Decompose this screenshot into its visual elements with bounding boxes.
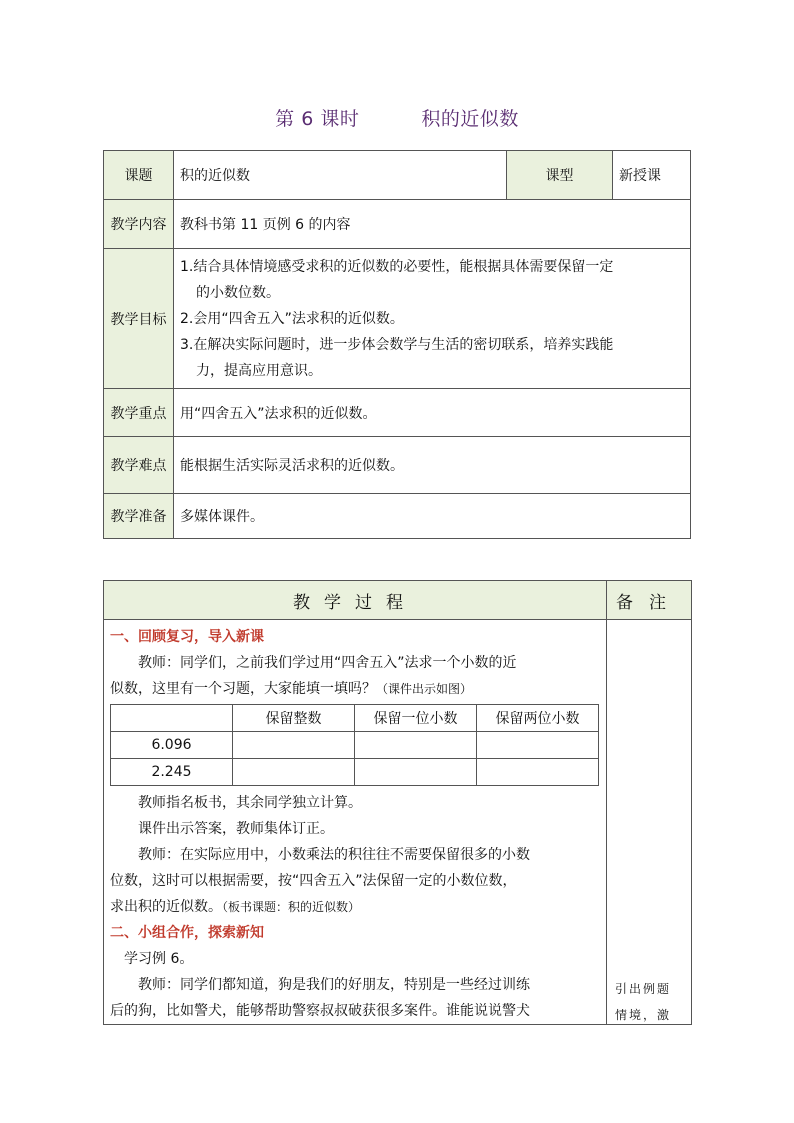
exercise-cell	[233, 759, 355, 786]
paragraph: 教师：同学们，之前我们学过用“四舍五入”法求一个小数的近	[138, 655, 517, 671]
lesson-topic: 积的近似数	[421, 108, 519, 130]
lesson-number: 第 6 课时	[275, 108, 360, 130]
paragraph: 教师：同学们都知道，狗是我们的好朋友，特别是一些经过训练	[138, 977, 530, 993]
section-heading: 一、回顾复习，导入新课	[110, 629, 264, 645]
key-label: 教学重点	[104, 389, 174, 437]
goals-label: 教学目标	[104, 249, 174, 389]
paragraph	[110, 894, 600, 920]
exercise-cell	[477, 732, 599, 759]
exercise-row-label: 2.245	[111, 759, 233, 786]
notes-header: 备注	[607, 581, 692, 620]
paragraph	[110, 676, 600, 702]
paragraph: 教师指名板书，其余同学独立计算。	[138, 795, 362, 811]
paragraph: 课件出示答案，教师集体订正。	[138, 821, 334, 837]
exercise-header-cell	[111, 705, 233, 732]
prep-value: 多媒体课件。	[174, 494, 691, 539]
goal-line: 2.会用“四舍五入”法求积的近似数。	[180, 310, 404, 327]
subject-value: 积的近似数	[174, 151, 507, 200]
exercise-row-label: 6.096	[111, 732, 233, 759]
page-title	[0, 104, 794, 131]
paragraph-text: 似数，这里有一个习题，大家能填一填吗？	[110, 681, 376, 697]
content-value: 教科书第 11 页例 6 的内容	[174, 200, 691, 249]
note-line: 情境，激	[615, 1008, 672, 1022]
teaching-process-table	[103, 580, 692, 1025]
goal-line: 1.结合具体情境感受求积的近似数的必要性，能根据具体需要保留一定	[180, 258, 614, 275]
paragraph-note: （课件出示如图）	[376, 682, 473, 696]
exercise-header-cell: 保留一位小数	[355, 705, 477, 732]
subject-label: 课题	[104, 151, 174, 200]
goal-line: 3.在解决实际问题时，进一步体会数学与生活的密切联系，培养实践能	[180, 336, 614, 353]
paragraph: 后的狗，比如警犬，能够帮助警察叔叔破获很多案件。谁能说说警犬	[110, 1003, 530, 1019]
paragraph: 教师：在实际应用中，小数乘法的积往往不需要保留很多的小数	[138, 847, 530, 863]
paragraph: 位数，这时可以根据需要，按“四舍五入”法保留一定的小数位数，	[110, 873, 517, 889]
exercise-cell	[477, 759, 599, 786]
paragraph-note: （板书课题：积的近似数）	[222, 900, 361, 914]
process-header: 教学过程	[104, 581, 607, 620]
difficulty-label: 教学难点	[104, 437, 174, 494]
paragraph: 学习例 6。	[124, 951, 194, 967]
goal-line: 的小数位数。	[196, 284, 280, 301]
process-content	[104, 620, 607, 1025]
exercise-cell	[355, 732, 477, 759]
notes-text	[615, 976, 671, 1028]
type-label: 课型	[507, 151, 613, 200]
exercise-header-cell: 保留两位小数	[477, 705, 599, 732]
content-label: 教学内容	[104, 200, 174, 249]
exercise-cell	[355, 759, 477, 786]
exercise-cell	[233, 732, 355, 759]
section-heading: 二、小组合作，探索新知	[110, 925, 264, 941]
goal-line: 力，提高应用意识。	[196, 362, 322, 379]
exercise-table	[110, 704, 599, 786]
key-value: 用“四舍五入”法求积的近似数。	[174, 389, 691, 437]
note-line: 引出例题	[615, 982, 672, 996]
type-value: 新授课	[613, 151, 691, 200]
paragraph-text: 求出积的近似数。	[110, 899, 222, 915]
prep-label: 教学准备	[104, 494, 174, 539]
goals-value	[174, 249, 691, 389]
exercise-header-cell: 保留整数	[233, 705, 355, 732]
difficulty-value: 能根据生活实际灵活求积的近似数。	[174, 437, 691, 494]
notes-column	[607, 620, 692, 1025]
lesson-info-table	[103, 150, 691, 539]
